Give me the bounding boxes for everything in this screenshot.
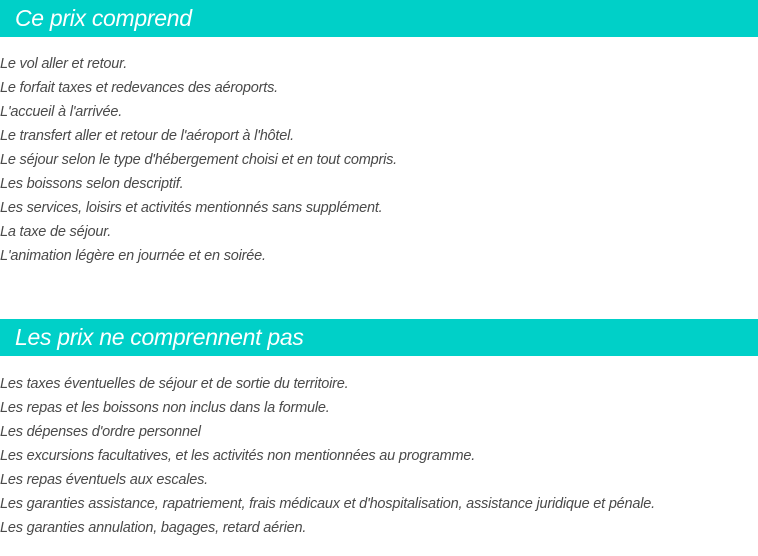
- included-item: Le forfait taxes et redevances des aéroports.: [0, 80, 278, 96]
- excluded-item: Les excursions facultatives, et les activités non mentionnées au programme.: [0, 448, 476, 464]
- excluded-item: Les garanties annulation, bagages, retard aérien.: [0, 520, 307, 536]
- included-item: Le transfert aller et retour de l'aéroport à l'hôtel.: [0, 128, 294, 144]
- included-item: Les services, loisirs et activités mentionnés sans supplément.: [0, 200, 383, 216]
- excluded-item: Les repas et les boissons non inclus dans la formule.: [0, 400, 330, 416]
- section-header-included: [0, 0, 758, 37]
- included-item: Le vol aller et retour.: [0, 56, 128, 72]
- section-title-included: Ce prix comprend: [15, 5, 192, 31]
- included-item: L'accueil à l'arrivée.: [0, 104, 123, 120]
- included-item: Le séjour selon le type d'hébergement choisi et en tout compris.: [0, 152, 398, 168]
- excluded-item: Les taxes éventuelles de séjour et de sortie du territoire.: [0, 376, 349, 392]
- excluded-items-list: [0, 372, 758, 540]
- included-item: L'animation légère en journée et en soirée.: [0, 248, 266, 264]
- excluded-item: Les garanties assistance, rapatriement, frais médicaux et d'hospitalisation, assistance juridique et pénale.: [0, 496, 655, 512]
- excluded-item: Les dépenses d'ordre personnel: [0, 424, 201, 440]
- excluded-item: Les repas éventuels aux escales.: [0, 472, 209, 488]
- included-items-list: [0, 52, 758, 268]
- section-title-excluded: Les prix ne comprennent pas: [15, 324, 304, 350]
- included-item: Les boissons selon descriptif.: [0, 176, 184, 192]
- included-item: La taxe de séjour.: [0, 224, 112, 240]
- section-header-excluded: [0, 319, 758, 356]
